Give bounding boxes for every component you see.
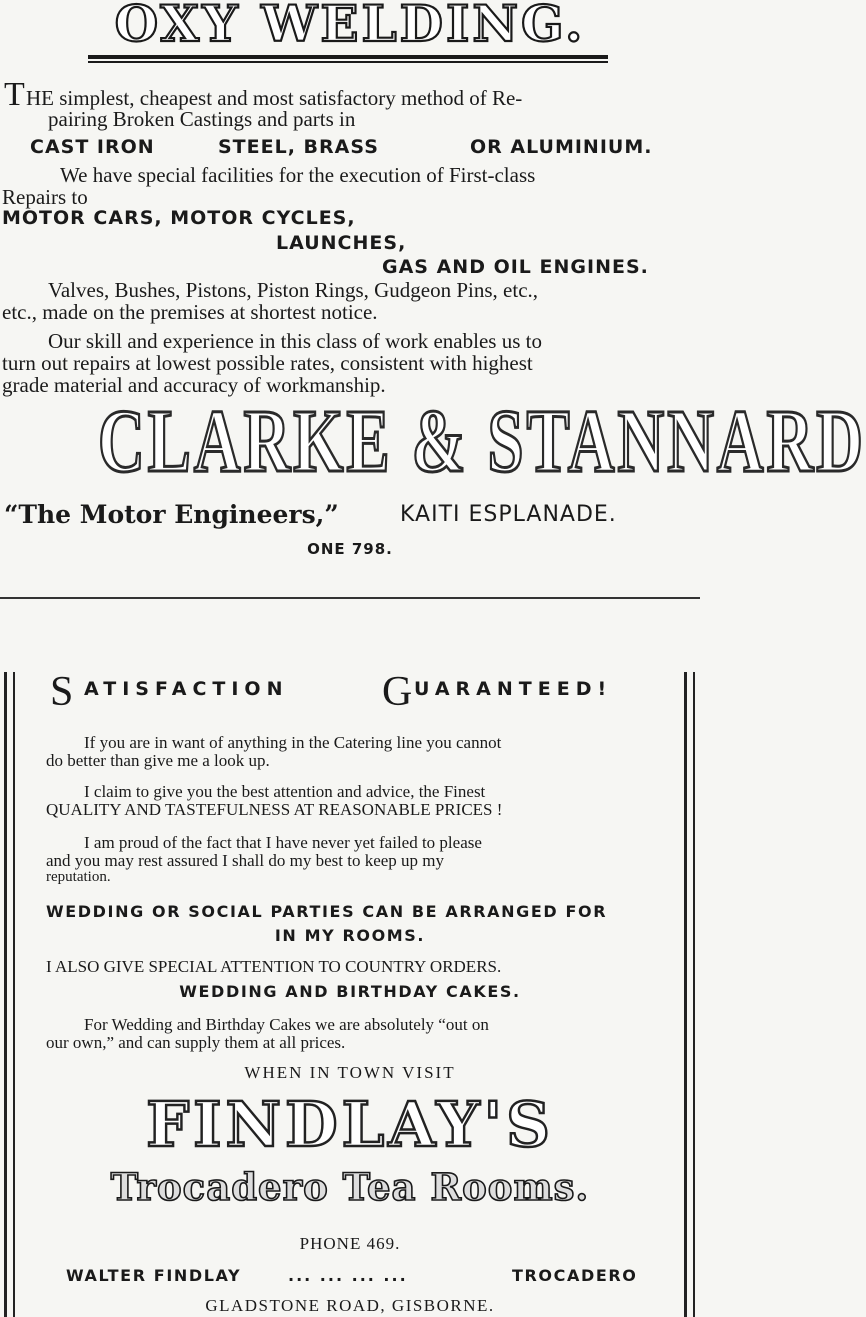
heading-cap-g: G <box>382 669 413 715</box>
para3-line-1: I am proud of the fact that I have never yet failed to please <box>84 833 482 852</box>
parties-line-2: IN MY ROOMS. <box>274 926 426 945</box>
skill-line-2: turn out repairs at lowest possible rates, consistent with highest <box>2 351 533 375</box>
heading-cap-s: S <box>50 669 74 715</box>
intro-line-2: pairing Broken Castings and parts in <box>48 107 356 131</box>
skill-line-1: Our skill and experience in this class of work enables us to <box>48 329 542 353</box>
repairs-line-1: MOTOR CARS, MOTOR CYCLES, <box>2 207 356 229</box>
drop-cap: T <box>4 76 25 113</box>
cakes-heading: WEDDING AND BIRTHDAY CAKES. <box>179 982 521 1001</box>
heading-satisfaction: ATISFACTION <box>84 678 289 700</box>
para2-line-2: QUALITY AND TASTEFULNESS AT REASONABLE PRICES ! <box>46 800 503 819</box>
material-cast-iron: CAST IRON <box>30 136 155 158</box>
phone: ONE 798. <box>307 540 393 558</box>
parts-line-2: etc., made on the premises at shortest notice. <box>2 300 378 324</box>
tea-rooms-name: Trocadero Tea Rooms. <box>110 1165 590 1209</box>
ad-title: OXY WELDING. <box>114 0 586 53</box>
ad-separator <box>0 597 700 599</box>
para1-line-1: If you are in want of anything in the Catering line you cannot <box>84 733 502 752</box>
country-orders: I ALSO GIVE SPECIAL ATTENTION TO COUNTRY ORDERS. <box>46 957 502 976</box>
dot-leader: ... ... ... ... <box>288 1266 408 1285</box>
material-aluminium: OR ALUMINIUM. <box>470 136 653 158</box>
facilities-line-2: Repairs to <box>2 185 88 209</box>
tagline: “The Motor Engineers,” <box>4 500 339 529</box>
para4-line-1: For Wedding and Birthday Cakes we are absolutely “out on <box>84 1015 489 1034</box>
para1-line-2: do better than give me a look up. <box>46 751 270 770</box>
proprietor: WALTER FINDLAY <box>66 1266 242 1285</box>
parts-line-1: Valves, Bushes, Pistons, Piston Rings, Gudgeon Pins, etc., <box>48 278 539 302</box>
street-address: GLADSTONE ROAD, GISBORNE. <box>205 1296 495 1315</box>
company-name: CLARKE & STANNARD <box>97 392 866 491</box>
visit-line: WHEN IN TOWN VISIT <box>244 1063 456 1082</box>
skill-line-3: grade material and accuracy of workmanship. <box>2 373 386 397</box>
intro-line-1: HE simplest, cheapest and most satisfactory method of Re- <box>26 86 523 110</box>
venue: TROCADERO <box>512 1266 638 1285</box>
title-rule <box>88 55 608 59</box>
para2-line-1: I claim to give you the best attention and advice, the Finest <box>84 782 486 801</box>
para4-line-2: our own,” and can supply them at all prices. <box>46 1033 346 1052</box>
para3-line-2: and you may rest assured I shall do my best to keep up my <box>46 851 445 870</box>
repairs-line-2: LAUNCHES, <box>276 232 407 254</box>
repairs-line-3: GAS AND OIL ENGINES. <box>382 256 649 278</box>
address: KAITI ESPLANADE. <box>400 502 617 527</box>
facilities-line-1: We have special facilities for the execution of First-class <box>60 163 536 187</box>
business-name: FINDLAY'S <box>146 1088 554 1161</box>
parties-line-1: WEDDING OR SOCIAL PARTIES CAN BE ARRANGED FOR <box>46 902 608 921</box>
title-rule-thin <box>88 61 608 63</box>
heading-guaranteed: UARANTEED! <box>414 678 613 700</box>
material-steel-brass: STEEL, BRASS <box>218 136 379 158</box>
phone-2: PHONE 469. <box>299 1234 401 1253</box>
para3-line-3: reputation. <box>46 869 111 885</box>
